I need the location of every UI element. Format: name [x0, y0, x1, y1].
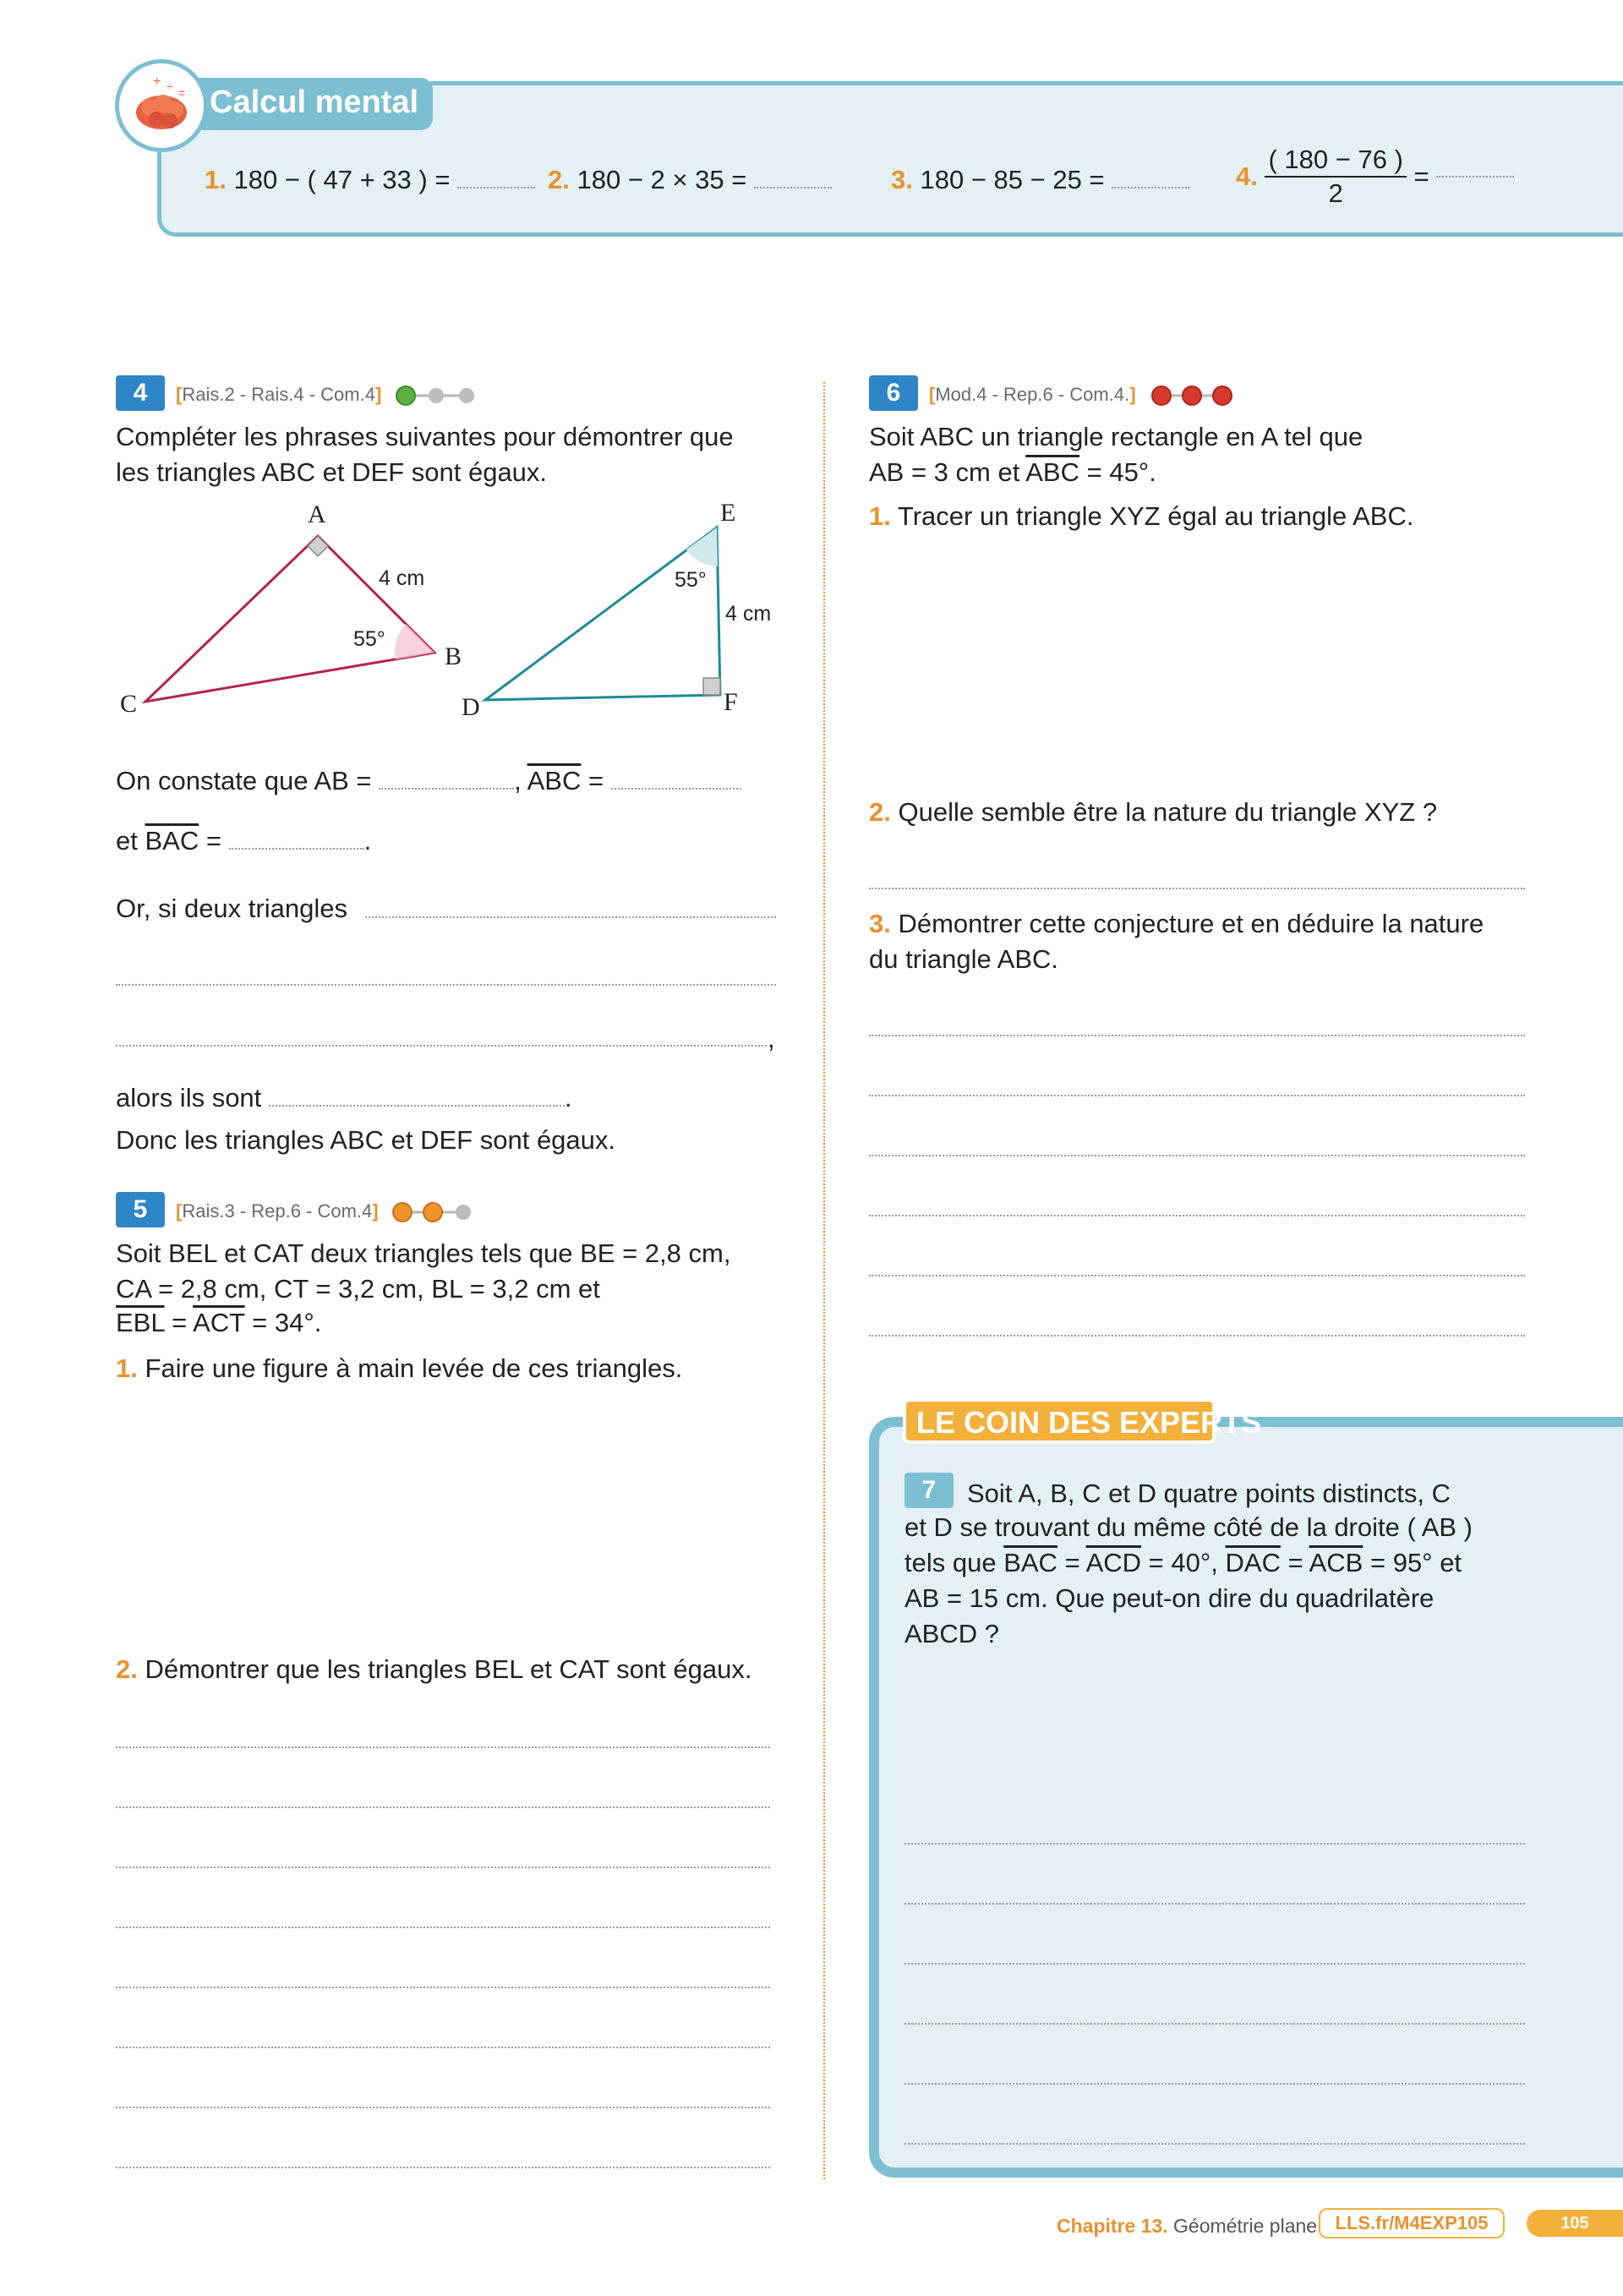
length-label-1: 4 cm: [379, 566, 425, 590]
answer-line[interactable]: [116, 1045, 767, 1047]
label-C: C: [120, 690, 138, 718]
answer-line[interactable]: [365, 916, 776, 918]
answer-blank[interactable]: [457, 187, 535, 189]
calcul-item-2: 2. 180 − 2 × 35 =: [548, 162, 832, 198]
exercise-4-intro-1: Compléter les phrases suivantes pour démontrer que: [116, 422, 734, 451]
exercise-7-line-1: Soit A, B, C et D quatre points distincts, C: [967, 1479, 1451, 1508]
answer-line[interactable]: [904, 2023, 1525, 2025]
exercise-5-question-1: 1. Faire une figure à main levée de ces triangles.: [116, 1353, 683, 1383]
page-number: 105: [1560, 2214, 1589, 2233]
answer-line[interactable]: [904, 1903, 1525, 1905]
exercise-5-line-1: Soit BEL et CAT deux triangles tels que BE = 2,8 cm,: [116, 1238, 731, 1268]
answer-blank[interactable]: [229, 848, 364, 850]
difficulty-level-1: [394, 384, 478, 407]
exercise-5-question-2: 2. Démontrer que les triangles BEL et CAT sont égaux.: [116, 1654, 752, 1684]
label-A: A: [308, 500, 326, 528]
answer-blank[interactable]: [611, 788, 741, 790]
exercise-4-line-1: On constate que AB = , $\overline{ABC}$ =: [116, 763, 741, 799]
length-label-2: 4 cm: [725, 602, 772, 626]
exercise-6-question-3-line-2: du triangle ABC.: [869, 944, 1059, 974]
exercise-4-competences: [Rais.2 - Rais.4 - Com.4]: [176, 384, 382, 405]
exercise-6-question-3: 3. Démontrer cette conjecture et en déduire la nature: [869, 909, 1484, 938]
exercise-6-question-1: 1. Tracer un triangle XYZ égal au triangle ABC.: [869, 501, 1414, 531]
exercise-4-line-2: et $\overline{BAC}$ = .: [116, 826, 372, 856]
exercise-7-line-5: ABCD ?: [904, 1619, 999, 1648]
answer-line[interactable]: [869, 1155, 1525, 1156]
label-E: E: [720, 499, 736, 527]
answer-line[interactable]: [116, 1987, 770, 1988]
answer-line[interactable]: [869, 1335, 1525, 1337]
exercise-4-line-6: Donc les triangles ABC et DEF sont égaux.: [116, 1125, 616, 1155]
exercise-4-line-4-end: ,: [768, 1024, 775, 1053]
exercise-4-line-3: Or, si deux triangles: [116, 894, 347, 923]
answer-line[interactable]: [904, 2083, 1525, 2085]
answer-blank[interactable]: [379, 788, 514, 790]
exercise-6-line-1: Soit ABC un triangle rectangle en A tel que: [869, 422, 1363, 451]
answer-line[interactable]: [116, 2047, 770, 2048]
answer-line[interactable]: [116, 1867, 770, 1868]
svg-text:÷: ÷: [167, 79, 173, 93]
calcul-mental-title: Calcul mental: [210, 85, 419, 120]
answer-line[interactable]: [904, 1843, 1525, 1845]
footer-chapter: Chapitre 13. Géométrie plane: [1057, 2215, 1318, 2237]
difficulty-level-2: [391, 1200, 475, 1224]
answer-line[interactable]: [116, 2107, 770, 2108]
answer-line[interactable]: [869, 1035, 1525, 1036]
exercise-5-competences: [Rais.3 - Rep.6 - Com.4]: [176, 1200, 379, 1222]
footer-link[interactable]: LLS.fr/M4EXP105: [1319, 2208, 1505, 2239]
right-angle-marker: [308, 536, 328, 556]
answer-line[interactable]: [869, 1215, 1525, 1216]
column-divider: [823, 382, 825, 2179]
exercise-7-line-3: tels que $\overline{BAC} = \overline{ACD} = 40^\circ$, $\overline{DAC} = \overline{ACB} = 95^\circ$ et: [904, 1548, 1462, 1577]
experts-title: LE COIN DES EXPERTS: [916, 1405, 1262, 1440]
exercise-5-number: 5: [116, 1192, 165, 1227]
answer-line[interactable]: [116, 2167, 770, 2168]
answer-line[interactable]: [116, 1807, 770, 1808]
label-D: D: [462, 693, 480, 721]
answer-blank[interactable]: [1112, 187, 1189, 189]
exercise-5-line-3: $\overline{EBL} = \overline{ACT} = 34^\circ$.: [116, 1308, 322, 1337]
answer-line[interactable]: [904, 1963, 1525, 1965]
exercise-6-competences: [Mod.4 - Rep.6 - Com.4.]: [929, 384, 1136, 405]
calcul-mental-title-tab: [188, 78, 433, 130]
brain-icon: [115, 59, 208, 152]
svg-text:+: +: [153, 74, 161, 89]
exercise-5-line-2: CA = 2,8 cm, CT = 3,2 cm, BL = 3,2 cm et: [116, 1274, 600, 1304]
answer-line[interactable]: [116, 1747, 770, 1748]
svg-text:=: =: [178, 86, 186, 100]
calcul-item-1: 1. 180 − ( 47 + 33 ) =: [205, 162, 535, 198]
label-F: F: [724, 688, 738, 716]
answer-line[interactable]: [869, 888, 1525, 889]
fraction: $\frac{( 180 - 76 )}{2}$: [1265, 144, 1406, 210]
triangle-def: [485, 528, 720, 700]
answer-line[interactable]: [116, 984, 776, 986]
answer-blank[interactable]: [754, 187, 832, 189]
exercise-4-figure: [110, 499, 786, 727]
page-number-badge: [1527, 2210, 1623, 2237]
answer-blank[interactable]: [269, 1105, 565, 1107]
calcul-item-4: 4. $\frac{( 180 - 76 )}{2}$ =: [1236, 144, 1514, 210]
exercise-7-number: 7: [904, 1473, 954, 1508]
angle-marker-e: [686, 528, 718, 566]
exercise-6-question-2: 2. Quelle semble être la nature du triangle XYZ ?: [869, 797, 1438, 827]
answer-line[interactable]: [904, 2143, 1525, 2145]
exercise-6-line-2: AB = 3 cm et $\overline{ABC} = 45^\circ$.: [869, 457, 1156, 487]
answer-line[interactable]: [869, 1275, 1525, 1276]
exercise-7-line-2: et D se trouvant du même côté de la droite ( AB ): [904, 1512, 1473, 1542]
exercise-4-number: 4: [116, 375, 165, 411]
exercise-4-line-5: alors ils sont .: [116, 1083, 572, 1112]
angle-label-2: 55°: [675, 568, 707, 592]
exercise-6-number: 6: [869, 375, 918, 411]
answer-blank[interactable]: [1436, 176, 1514, 178]
experts-title-tab: [903, 1398, 1262, 1444]
calcul-item-3: 3. 180 − 85 − 25 =: [891, 162, 1189, 198]
angle-label-1: 55°: [353, 627, 385, 651]
label-B: B: [445, 642, 462, 670]
exercise-4-intro-2: les triangles ABC et DEF sont égaux.: [116, 457, 548, 487]
answer-line[interactable]: [869, 1095, 1525, 1096]
difficulty-level-3: [1150, 384, 1234, 407]
triangle-abc: [145, 536, 434, 702]
answer-line[interactable]: [116, 1927, 770, 1928]
right-angle-marker-f: [703, 678, 720, 695]
exercise-7-line-4: AB = 15 cm. Que peut-on dire du quadrilatère: [904, 1583, 1434, 1613]
